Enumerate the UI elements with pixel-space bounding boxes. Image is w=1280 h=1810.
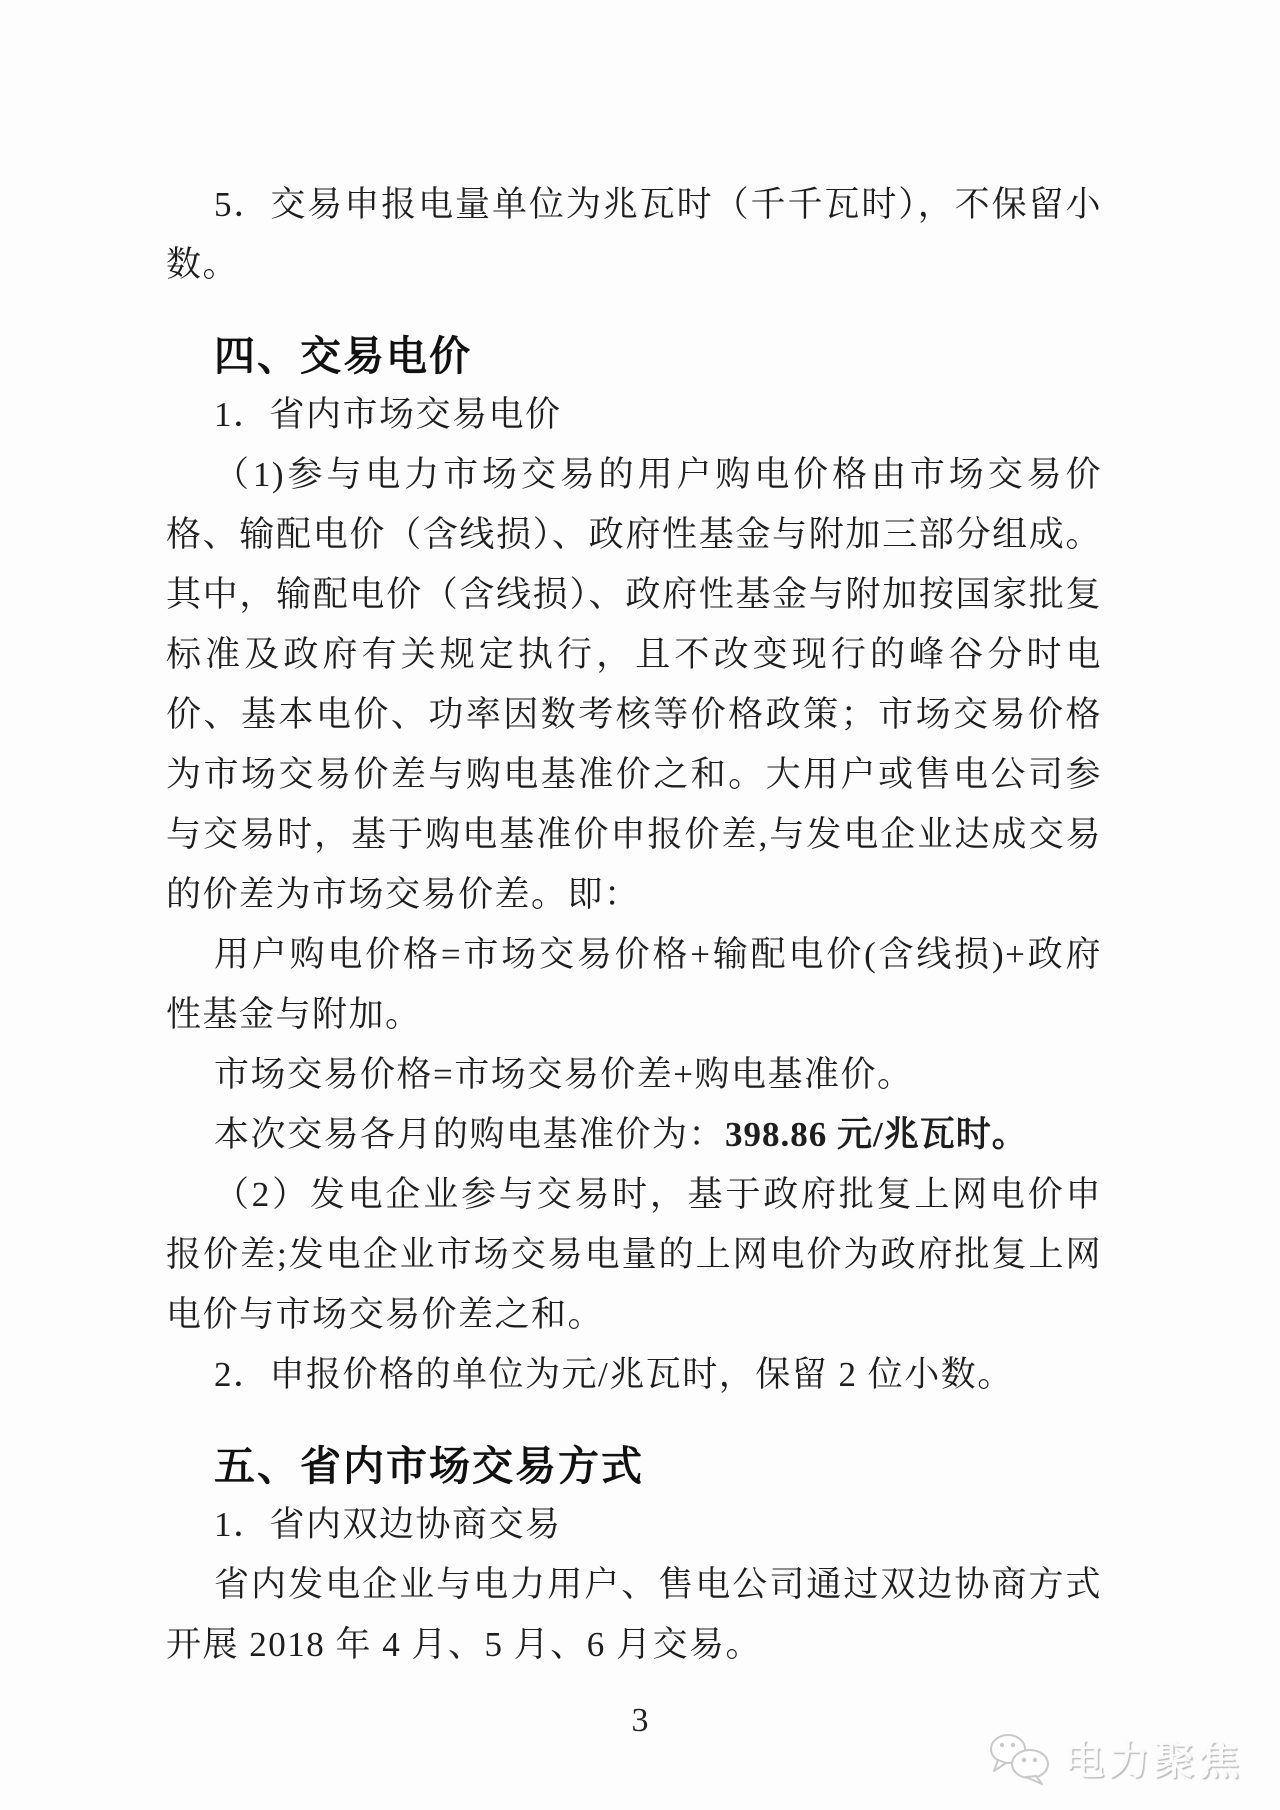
para-item-5-unit-note: 5．交易申报电量单位为兆瓦时（千千瓦时），不保留小数。 — [166, 185, 1102, 284]
para-item-1-bilateral: 1．省内双边协商交易 — [214, 1505, 562, 1544]
para-price-composition: （1)参与电力市场交易的用户购电价格由市场交易价格、输配电价（含线损）、政府性基金与附加三部分组成。其中，输配电价（含线损）、政府性基金与附加按国家批复标准及政府有关规定执行，且不改变现行的峰谷分时电价、基本电价、功率因数考核等价格政策；市场交易价格为市场交易价差与购电基准价之和。大用户或售电公司参与交易时，基于购电基准价申报价差,与发电企业达成交易的价差为市场交易价差。即： — [166, 455, 1102, 914]
watermark-label: 电力聚焦 — [1064, 1739, 1244, 1783]
para-item-1-intra-price: 1．省内市场交易电价 — [214, 395, 562, 434]
para-formula-user-price: 用户购电价格=市场交易价格+输配电价(含线损)+政府性基金与附加。 — [166, 935, 1102, 1034]
wechat-icon — [986, 1731, 1052, 1785]
page-number: 3 — [631, 1702, 649, 1739]
base-price-label: 本次交易各月的购电基准价为： — [214, 1115, 726, 1154]
heading-section-5: 五、省内市场交易方式 — [214, 1443, 644, 1489]
para-bilateral-months: 省内发电企业与电力用户、售电公司通过双边协商方式开展 2018 年 4 月、5 月、6 月交易。 — [166, 1565, 1102, 1664]
para-base-price — [166, 1105, 1102, 1165]
base-price-value: 398.86 元/兆瓦时。 — [725, 1115, 1028, 1154]
para-formula-market-price: 市场交易价格=市场交易价差+购电基准价。 — [214, 1055, 914, 1094]
para-generators-trading: （2）发电企业参与交易时，基于政府批复上网电价申报价差;发电企业市场交易电量的上网电价为政府批复上网电价与市场交易价差之和。 — [166, 1175, 1102, 1334]
watermark — [986, 1729, 1244, 1786]
para-item-2-price-unit: 2．申报价格的单位为元/兆瓦时，保留 2 位小数。 — [214, 1355, 1014, 1394]
heading-section-4: 四、交易电价 — [214, 333, 472, 379]
